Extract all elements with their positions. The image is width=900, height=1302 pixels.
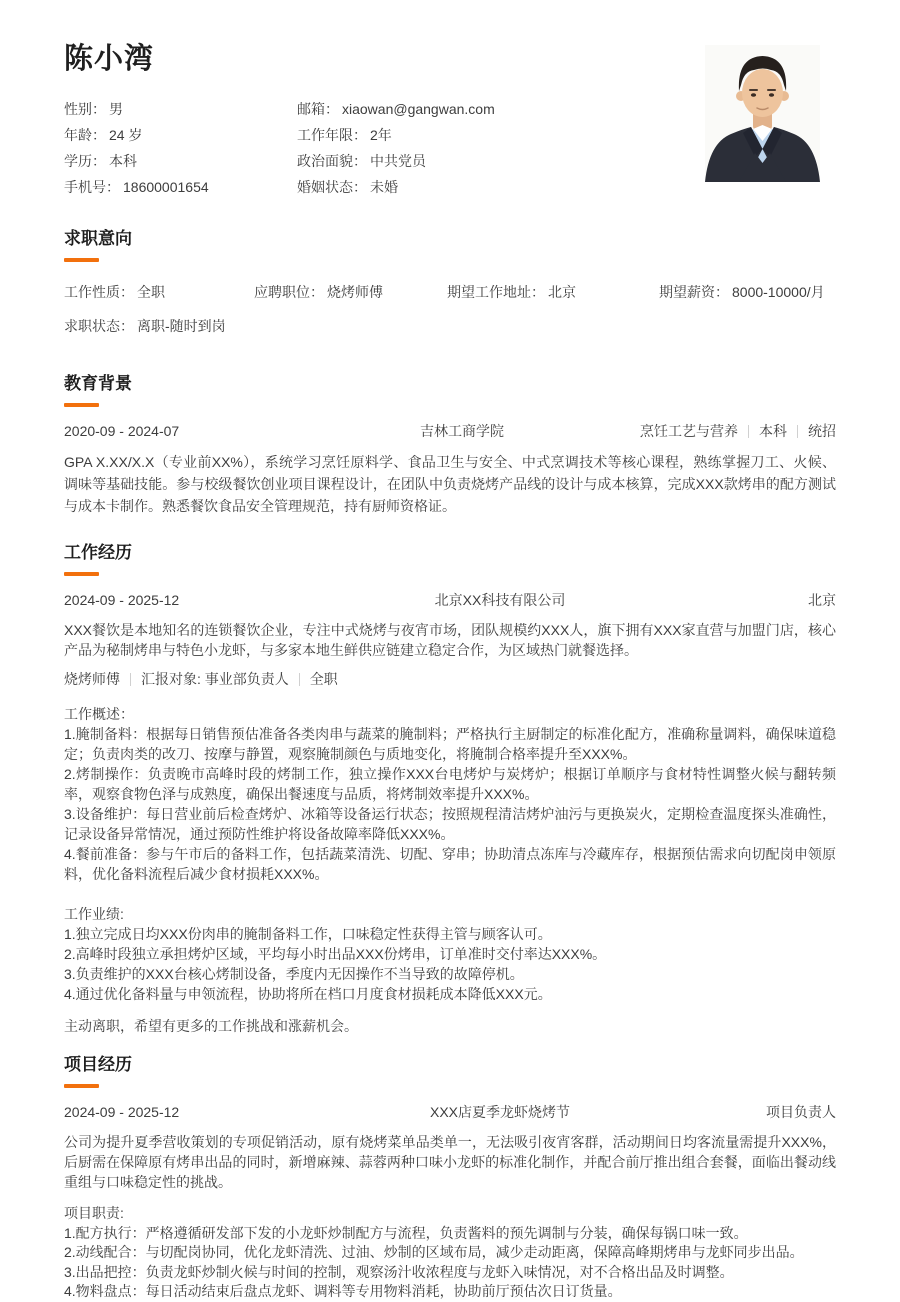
section-title-education: 教育背景 (64, 374, 132, 393)
info-email (297, 96, 495, 122)
education-school: 吉林工商学院 (420, 423, 504, 439)
section-work (64, 542, 836, 1036)
target-position-label: 应聘职位： (254, 284, 324, 300)
section-education (64, 373, 836, 517)
work-achievement-item: 2.高峰时段独立承担烤炉区域，平均每小时出品XXX份烤串，订单准时交付率达XXX%。 (64, 946, 607, 962)
target-location-field (447, 282, 659, 302)
info-degree (64, 148, 297, 174)
section-job-intent (64, 228, 836, 336)
project-head-row (64, 1102, 836, 1122)
profile-photo (705, 45, 820, 182)
section-underline (64, 258, 99, 262)
info-phone (64, 174, 297, 200)
work-company: 北京XX科技有限公司 (434, 592, 566, 608)
section-project (64, 1054, 836, 1302)
basic-info-left (64, 96, 297, 200)
target-position-value: 烧烤师傅 (327, 284, 383, 300)
section-underline (64, 1084, 99, 1088)
section-title-work: 工作经历 (64, 543, 132, 562)
info-email-label: 邮箱： (297, 101, 339, 117)
divider (130, 673, 131, 686)
project-duty-item: 3.出品把控：负责龙虾炒制火候与时间的控制，观察汤汁收浓程度与龙虾入味情况，对不合格出品及时调整。 (64, 1263, 734, 1280)
divider (797, 425, 798, 438)
info-gender-label: 性别： (64, 101, 106, 117)
profile-photo-image (705, 45, 820, 182)
education-meta (640, 421, 836, 441)
job-type-field (64, 282, 254, 302)
info-experience-value: 2年 (370, 127, 392, 143)
work-achievements-block (64, 904, 836, 1004)
info-age-value: 24 岁 (109, 127, 143, 143)
work-overview-item: 2.烤制操作：负责晚市高峰时段的烤制工作，独立操作XXX台电烤炉与炭烤炉；根据订单顺序与食材特性调整火候与翻转频率，观察食物色泽与成熟度，确保出餐速度与品质，将烤制效率提升XXX%。 (64, 766, 836, 802)
work-head-row (64, 590, 836, 610)
work-company-intro: XXX餐饮是本地知名的连锁餐饮企业，专注中式烧烤与夜宵市场，团队规模约XXX人，旗下拥有XXX家直营与加盟门店，核心产品为秘制烤串与特色小龙虾，与多家本地生鲜供应链建立稳定合作，为区域热门就餐选择。 (64, 622, 836, 658)
education-degree: 本科 (759, 423, 787, 439)
work-role: 烧烤师傅 (64, 671, 120, 687)
work-overview-block (64, 704, 836, 884)
section-title-project: 项目经历 (64, 1055, 132, 1074)
work-achievement-item: 4.通过优化备料量与申领流程，协助将所在档口月度食材损耗成本降低XXX元。 (64, 986, 552, 1002)
job-intent-fields (64, 282, 836, 302)
info-experience-label: 工作年限： (297, 127, 367, 143)
education-head-row (64, 421, 836, 441)
divider (299, 673, 300, 686)
target-location-label: 期望工作地址： (447, 284, 545, 300)
work-achievement-item: 1.独立完成日均XXX份肉串的腌制备料工作，口味稳定性获得主管与顾客认可。 (64, 926, 552, 942)
work-achievements-title: 工作业绩: (64, 906, 124, 922)
project-name: XXX店夏季龙虾烧烤节 (429, 1104, 570, 1120)
work-overview-item: 3.设备维护：每日营业前后检查烤炉、冰箱等设备运行状态；按照规程清洁烤炉油污与更换炭火，定期检查温度探头准确性，记录设备异常情况，通过预防性维护将设备故障率降低XXX%。 (64, 806, 836, 842)
expected-salary-field (659, 282, 836, 302)
info-gender-value: 男 (109, 101, 123, 117)
expected-salary-value: 8000-10000/月 (732, 284, 825, 300)
project-duties-block (64, 1204, 836, 1302)
target-position-field (254, 282, 447, 302)
work-overview-item: 4.餐前准备：参与午市后的备料工作，包括蔬菜清洗、切配、穿串；协助清点冻库与冷藏库存，根据预估需求向切配岗申领原料，优化备料流程后减少食材损耗XXX%。 (64, 846, 836, 882)
info-political-label: 政治面貌： (297, 153, 367, 169)
education-period: 2020-09 - 2024-07 (64, 423, 180, 439)
education-description: GPA X.XX/X.X（专业前XX%），系统学习烹饪原料学、食品卫生与安全、中式烹调技术等核心课程，熟练掌握刀工、火候、调味等基础技能。参与校级餐饮创业项目课程设计，在团队中负责烧烤产品线的设计与成本核算，完成XXX款烤串的配方测试与成本卡制作。熟悉餐饮食品安全管理规范，持有厨师资格证。 (64, 454, 836, 514)
work-achievement-item: 3.负责维护的XXX台核心烤制设备，季度内无因操作不当导致的故障停机。 (64, 966, 524, 982)
info-age (64, 122, 297, 148)
candidate-name: 陈小湾 (64, 43, 155, 75)
work-job-type: 全职 (309, 671, 338, 687)
project-duty-item: 2.动线配合：与切配岗协同，优化龙虾清洗、过油、炒制的区域布局，减少走动距离，保障高峰期烤串与龙虾同步出品。 (64, 1244, 804, 1260)
work-location: 北京 (808, 592, 836, 608)
work-period: 2024-09 - 2025-12 (64, 592, 180, 608)
work-overview-item: 1.腌制备料：根据每日销售预估准备各类肉串与蔬菜的腌制料；严格执行主厨制定的标准化配方，准确称量调料，确保味道稳定；负责肉类的改刀、按摩与静置，观察腌制颜色与质地变化，将腌制合格率提升至XXX%。 (64, 726, 836, 762)
education-enroll-type: 统招 (808, 423, 836, 439)
job-type-label: 工作性质： (64, 284, 134, 300)
project-background: 公司为提升夏季营收策划的专项促销活动，原有烧烤菜单品类单一，无法吸引夜宵客群，活动期间日均客流量需提升XXX%，后厨需在保障原有烤串出品的同时，新增麻辣、蒜蓉两种口味小龙虾的标准化制作，并配合前厅推出组合套餐，面临出餐动线重组与口味稳定性的挑战。 (64, 1134, 836, 1190)
job-status-label: 求职状态： (64, 318, 134, 334)
education-major: 烹饪工艺与营养 (640, 423, 738, 439)
info-gender (64, 96, 297, 122)
project-duty-item: 1.配方执行：严格遵循研发部下发的小龙虾炒制配方与流程，负责酱料的预先调制与分装，确保每锅口味一致。 (64, 1224, 748, 1241)
work-report-to: 汇报对象: 事业部负责人 (141, 671, 289, 687)
project-duty-item: 4.物料盘点：每日活动结束后盘点龙虾、调料等专用物料消耗，协助前厅预估次日订货量。 (64, 1283, 622, 1299)
expected-salary-label: 期望薪资： (659, 284, 729, 300)
target-location-value: 北京 (548, 284, 576, 300)
info-degree-value: 本科 (109, 153, 137, 169)
work-role-line (64, 668, 836, 690)
project-period: 2024-09 - 2025-12 (64, 1104, 180, 1120)
section-title-job-intent: 求职意向 (64, 229, 132, 248)
work-overview-title: 工作概述： (64, 706, 134, 722)
info-political-value: 中共党员 (370, 153, 426, 169)
info-age-label: 年龄： (64, 127, 106, 143)
section-underline (64, 572, 99, 576)
info-experience-years (297, 122, 495, 148)
info-political-status (297, 148, 495, 174)
divider (748, 425, 749, 438)
info-marital-label: 婚姻状态： (297, 179, 367, 195)
job-type-value: 全职 (137, 284, 165, 300)
info-marital-status (297, 174, 495, 200)
section-underline (64, 403, 99, 407)
basic-info-right (297, 96, 495, 200)
info-phone-label: 手机号： (64, 179, 120, 195)
work-leave-reason: 主动离职，希望有更多的工作挑战和涨薪机会。 (64, 1018, 358, 1034)
info-phone-value: 18600001654 (123, 179, 209, 195)
info-marital-value: 未婚 (370, 179, 398, 195)
job-status-value: 离职-随时到岗 (137, 318, 226, 334)
project-role: 项目负责人 (766, 1104, 836, 1120)
info-email-value: xiaowan@gangwan.com (342, 101, 495, 117)
job-status-field (64, 316, 836, 336)
project-duties-title: 项目职责: (64, 1205, 124, 1221)
info-degree-label: 学历： (64, 153, 106, 169)
